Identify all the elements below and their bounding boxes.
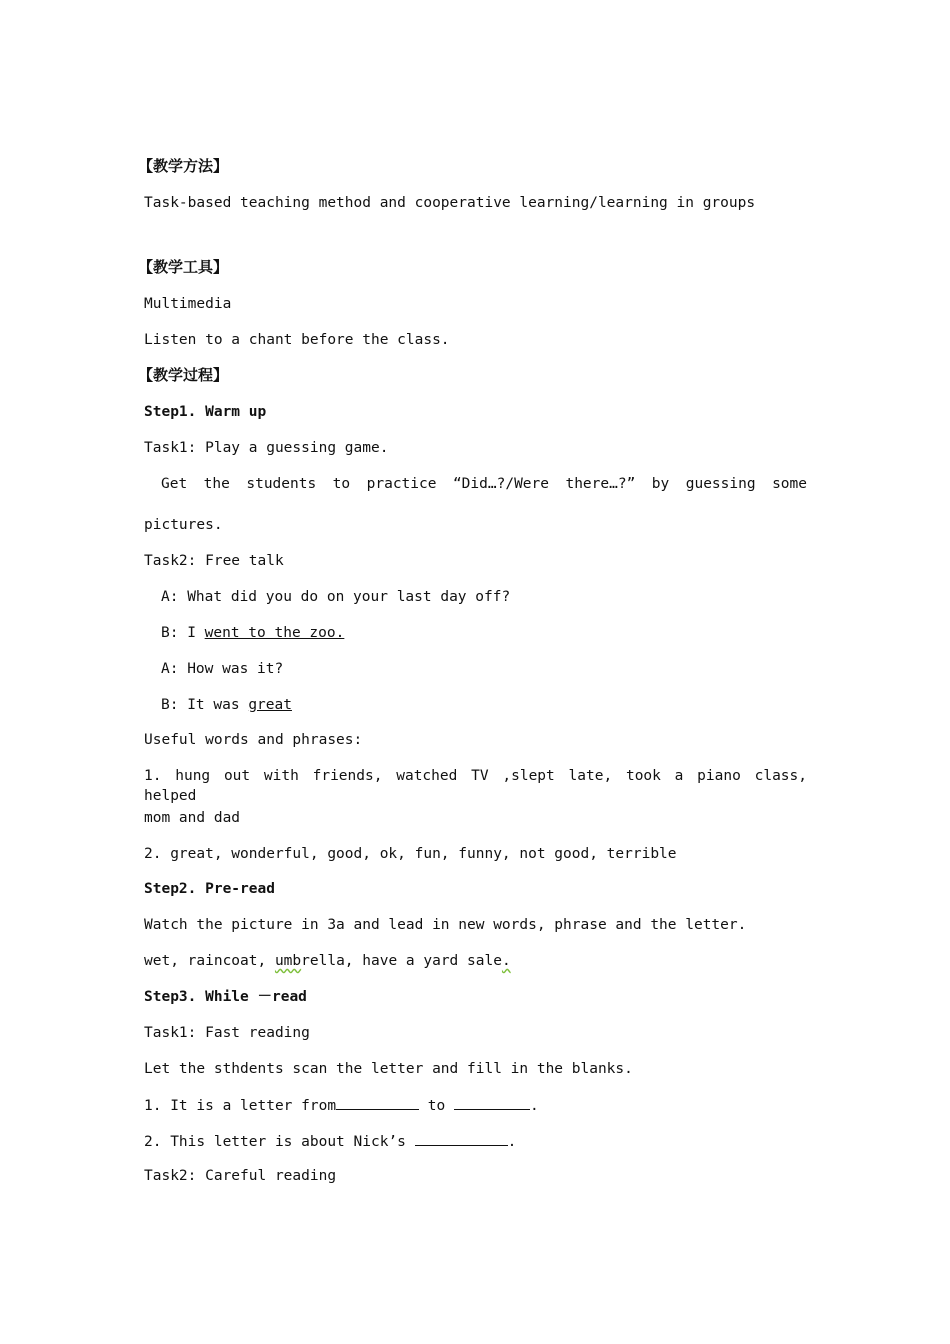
dialog-b1-answer: went to the zoo.	[204, 625, 345, 641]
step3-title: Step3. While －read	[144, 989, 307, 1005]
step1-title: Step1. Warm up	[144, 404, 267, 420]
process-heading: 【教学过程】	[138, 366, 229, 384]
step2-title: Step2. Pre-read	[144, 881, 275, 897]
useful-list-1: 1. hung out with friends, watched TV ,slept late, took a piano class, helped	[144, 768, 807, 804]
dialog-line-b2	[161, 695, 292, 715]
question-1-prefix: 1. It is a letter from	[144, 1098, 337, 1114]
question-2-blank	[415, 1131, 508, 1146]
step3-instruction: Let the sthdents scan the letter and fill in the blanks.	[144, 1061, 633, 1077]
useful-heading: Useful words and phrases:	[144, 732, 363, 748]
new-words-prefix: wet, raincoat,	[144, 953, 275, 969]
question-2-prefix: 2. This letter is about Nick’s	[144, 1134, 415, 1150]
dialog-b2-answer: great	[248, 697, 292, 713]
step2-text: Watch the picture in 3a and lead in new words, phrase and the letter.	[144, 917, 747, 933]
method-heading: 【教学方法】	[138, 157, 229, 175]
dialog-b2-prefix: B: It was	[161, 697, 249, 713]
step1-task2: Task2: Free talk	[144, 553, 284, 569]
question-2-end: .	[507, 1134, 517, 1150]
tools-item-chant: Listen to a chant before the class.	[144, 332, 450, 348]
new-words-mid: rella, have a yard sale	[301, 953, 502, 969]
step2-new-words	[144, 951, 511, 971]
useful-list-1-cont: mom and dad	[144, 810, 241, 826]
question-1	[144, 1095, 539, 1116]
step1-task1-description: Get the students to practice “Did…?/Were there…?” by guessing some	[161, 476, 807, 492]
question-1-end: .	[529, 1098, 539, 1114]
dialog-line-a1: A: What did you do on your last day off?	[161, 589, 511, 605]
useful-list-2: 2. great, wonderful, good, ok, fun, funny, not good, terrible	[144, 846, 677, 862]
question-1-blank-to	[454, 1095, 530, 1110]
new-words-marked: umb	[274, 953, 302, 969]
question-2	[144, 1131, 516, 1152]
dialog-line-a2: A: How was it?	[161, 661, 284, 677]
tools-item-multimedia: Multimedia	[144, 296, 232, 312]
dialog-b1-prefix: B: I	[161, 625, 205, 641]
question-1-blank-from	[336, 1095, 419, 1110]
step1-task1: Task1: Play a guessing game.	[144, 440, 389, 456]
dialog-line-b1	[161, 623, 344, 643]
tools-heading: 【教学工具】	[138, 258, 229, 276]
new-words-end: .	[501, 953, 511, 969]
step3-task1: Task1: Fast reading	[144, 1025, 310, 1041]
step1-task1-description-cont: pictures.	[144, 517, 223, 533]
question-1-mid: to	[419, 1098, 454, 1114]
method-text: Task-based teaching method and cooperative learning/learning in groups	[144, 195, 756, 211]
step3-task2: Task2: Careful reading	[144, 1168, 337, 1184]
